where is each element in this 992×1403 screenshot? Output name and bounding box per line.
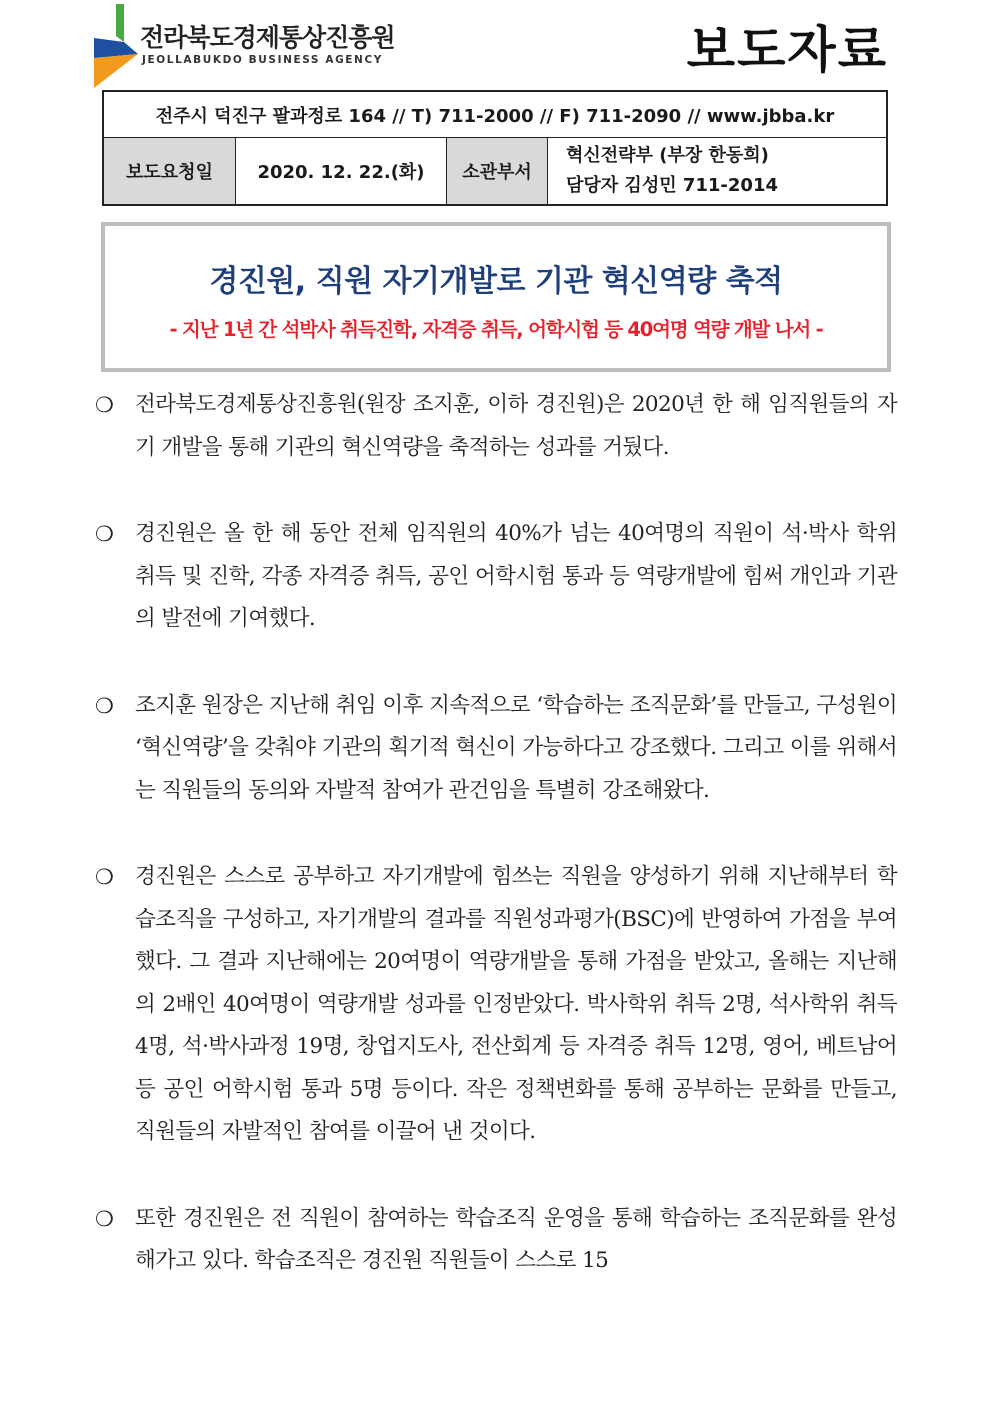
- body-paragraph: [95, 856, 897, 1154]
- paragraph-text: 전라북도경제통상진흥원(원장 조지훈, 이하 경진원)은 2020년 한 해 임직원들의 자기 개발을 통해 기관의 혁신역량을 축적하는 성과를 거뒀다.: [135, 392, 897, 460]
- press-info-table: [102, 90, 888, 206]
- circle-bullet-icon: ❍: [95, 393, 114, 417]
- body-paragraph: [95, 685, 897, 813]
- paragraph-text: 경진원은 올 한 해 동안 전체 임직원의 40%가 넘는 40여명의 직원이 석·박사 학위 취득 및 진학, 각종 자격증 취득, 공인 어학시험 통과 등 역량개발에 힘써 개인과 기관의 발전에 기여했다.: [135, 521, 897, 631]
- headline-title: 경진원, 직원 자기개발로 기관 혁신역량 축적: [209, 264, 783, 299]
- body-paragraph: [95, 384, 897, 469]
- org-logo: [94, 2, 394, 88]
- logo-orange-shape: [94, 54, 138, 88]
- department-value: 혁신전략부 (부장 한동희): [566, 145, 769, 166]
- paragraph-text: 경진원은 스스로 공부하고 자기개발에 힘쓰는 직원을 양성하기 위해 지난해부터 학습조직을 구성하고, 자기개발의 결과를 직원성과평가(BSC)에 반영하여 가점을 부여했다. 그 결과 지난해에는 20여명이 역량개발을 통해 가점을 받았고, 올해는 지난해의 2배인 40여명이 역량개발 성과를 인정받았다. 박사학위 취득 2명, 석사학위 취득 4명, 석·박사과정 19명, 창업지도사, 전산회계 등 자격증 취득 12명, 영어, 베트남어 등 공인 어학시험 통과 5명 등이다. 작은 정책변화를 통해 공부하는 문화를 만들고, 직원들의 자발적인 참여를 이끌어 낸 것이다.: [135, 864, 897, 1144]
- logo-green-shape: [116, 4, 124, 42]
- org-name-korean: 전라북도경제통상진흥원: [140, 23, 395, 52]
- circle-bullet-icon: ❍: [95, 693, 114, 718]
- article-body: [95, 384, 897, 1327]
- request-date-value: 2020. 12. 22.(화): [236, 138, 447, 204]
- department-cell: [548, 138, 886, 204]
- body-paragraph: [95, 513, 897, 641]
- paragraph-text: 조지훈 원장은 지난해 취임 이후 지속적으로 ‘학습하는 조직문화’를 만들고, 구성원이 ‘혁신역량’을 갖춰야 기관의 획기적 혁신이 가능하다고 강조했다. 그리고 이를 위해서는 직원들의 동의와 자발적 참여가 관건임을 특별히 강조해왔다.: [135, 692, 897, 803]
- headline-box: [101, 222, 891, 372]
- org-name-english: JEOLLABUKDO BUSINESS AGENCY: [142, 54, 383, 66]
- contact-line: 전주시 덕진구 팔과정로 164 // T) 711-2000 // F) 711-2090 // www.jbba.kr: [104, 92, 886, 138]
- circle-bullet-icon: ❍: [95, 865, 114, 889]
- circle-bullet-icon: ❍: [95, 1206, 114, 1231]
- paragraph-text: 또한 경진원은 전 직원이 참여하는 학습조직 운영을 통해 학습하는 조직문화를 완성해가고 있다. 학습조직은 경진원 직원들이 스스로 15: [135, 1205, 897, 1273]
- department-label: 소관부서: [447, 138, 548, 204]
- headline-subtitle: - 지난 1년 간 석박사 취득진학, 자격증 취득, 어학시험 등 40여명 역량 개발 나서 -: [169, 318, 823, 341]
- request-date-label: 보도요청일: [104, 138, 236, 204]
- logo-mark-icon: [94, 2, 138, 88]
- body-paragraph: [95, 1198, 897, 1283]
- circle-bullet-icon: ❍: [95, 522, 114, 546]
- contact-person: 담당자 김성민 711-2014: [566, 175, 779, 196]
- press-info-row: [104, 138, 886, 204]
- document-type-title: 보도자료: [686, 21, 888, 79]
